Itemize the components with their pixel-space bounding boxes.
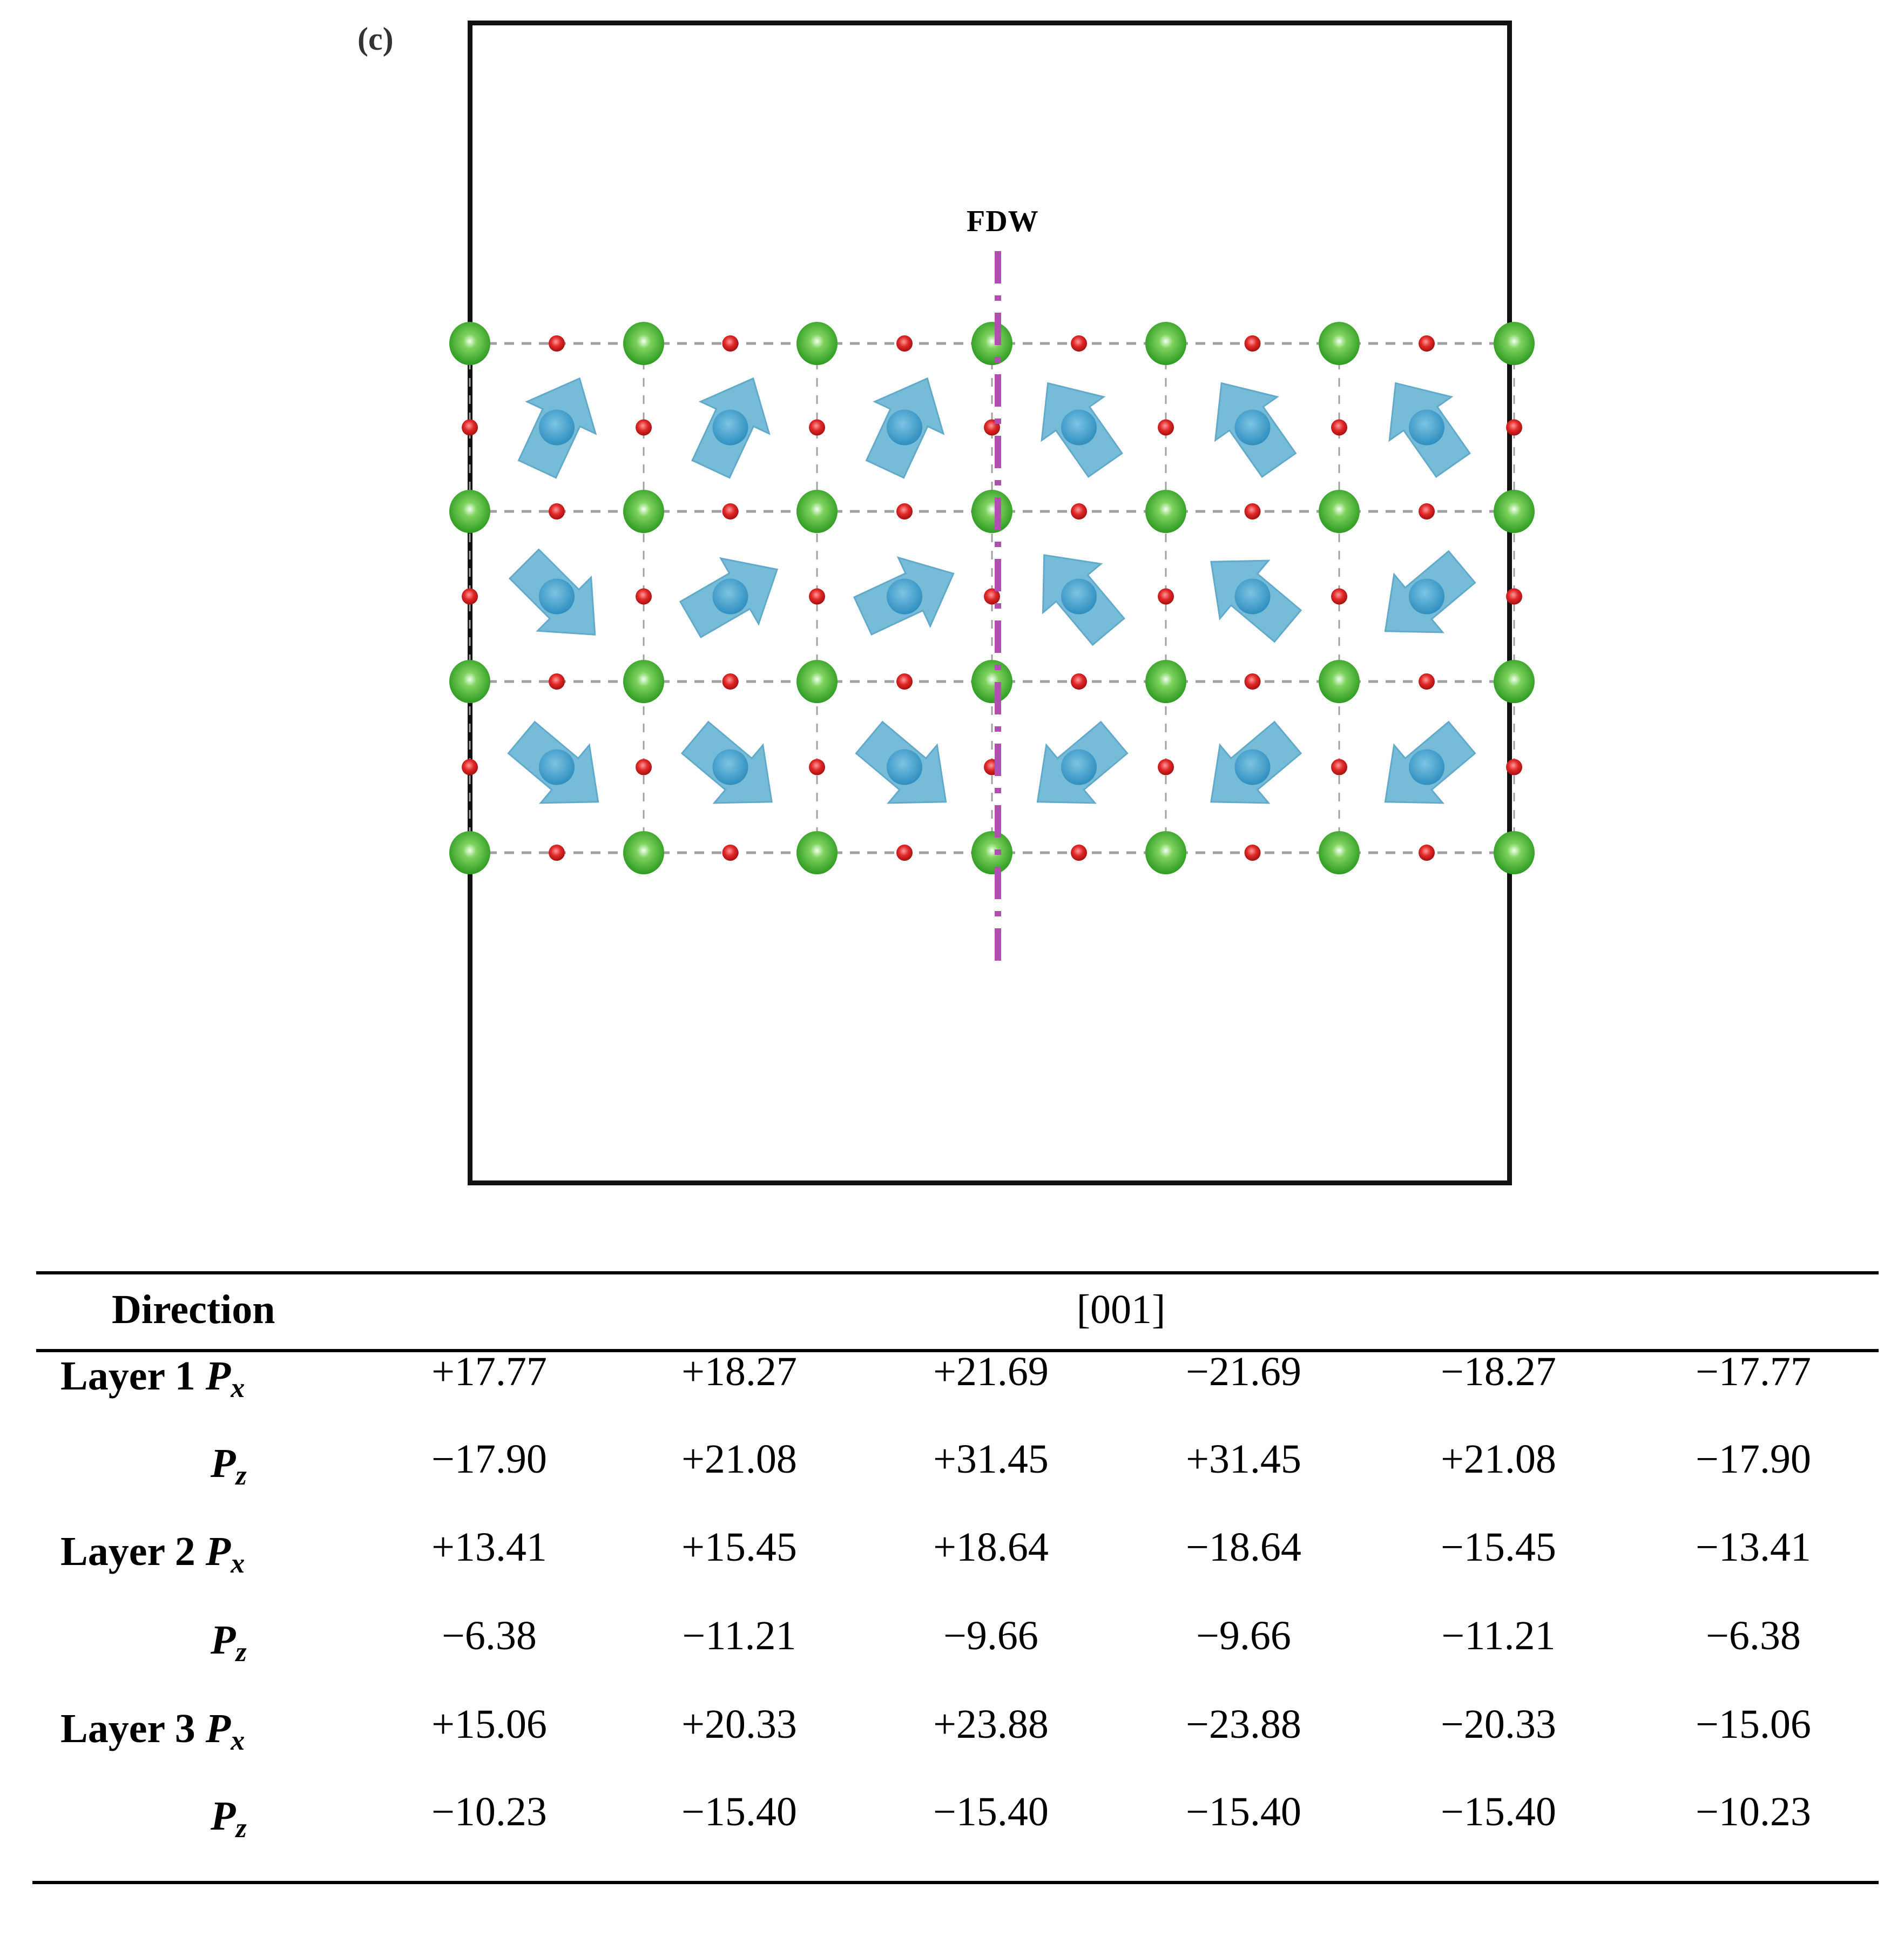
- oxygen-atom: [1158, 759, 1174, 775]
- oxygen-atom: [723, 335, 739, 352]
- oxygen-atom: [1419, 503, 1435, 520]
- b-site-atom: [1235, 579, 1271, 615]
- b-site-atom: [1409, 579, 1444, 615]
- oxygen-atom: [549, 673, 565, 690]
- b-site-atom: [887, 579, 922, 615]
- table-cell: −9.66: [1196, 1613, 1291, 1658]
- b-site-atom: [887, 750, 922, 785]
- b-site-atom: [1235, 750, 1271, 785]
- table-cell: +18.27: [681, 1349, 797, 1394]
- a-site-atom: [1319, 660, 1360, 703]
- table-cell: +21.08: [1441, 1436, 1556, 1482]
- a-site-atom: [971, 322, 1012, 365]
- oxygen-atom: [462, 759, 478, 775]
- table-cell: −15.40: [1441, 1789, 1556, 1834]
- a-site-atom: [1319, 831, 1360, 874]
- table-cell: −21.69: [1186, 1349, 1301, 1394]
- a-site-atom: [623, 660, 664, 703]
- oxygen-atom: [1245, 845, 1261, 861]
- b-site-atom: [1061, 410, 1097, 446]
- table-cell: +15.06: [431, 1702, 547, 1747]
- row-label: $P_z$: [211, 1793, 247, 1844]
- oxygen-atom: [809, 589, 825, 605]
- table-cell: −18.27: [1441, 1349, 1556, 1394]
- b-site-atom: [539, 750, 575, 785]
- oxygen-atom: [896, 673, 913, 690]
- oxygen-atom: [723, 673, 739, 690]
- table-cell: −9.66: [943, 1613, 1038, 1658]
- a-site-atom: [449, 490, 490, 533]
- b-site-atom: [1235, 410, 1271, 446]
- a-site-atom: [1145, 831, 1186, 874]
- oxygen-atom: [809, 420, 825, 436]
- table-cell: −20.33: [1441, 1702, 1556, 1747]
- oxygen-atom: [896, 335, 913, 352]
- oxygen-atom: [549, 335, 565, 352]
- a-site-atom: [796, 490, 838, 533]
- table-top-rule: [36, 1271, 1879, 1274]
- a-site-atom: [971, 831, 1012, 874]
- oxygen-atom: [1071, 673, 1087, 690]
- b-site-atom: [1409, 410, 1444, 446]
- table-cell: −17.90: [1696, 1436, 1811, 1482]
- a-site-atom: [971, 660, 1012, 703]
- table-cell: −15.40: [681, 1789, 797, 1834]
- header-direction-value: [001]: [1076, 1287, 1166, 1332]
- b-site-atom: [1061, 579, 1097, 615]
- a-site-atom: [1145, 322, 1186, 365]
- row-label: $P_z$: [211, 1441, 247, 1491]
- oxygen-atom: [1245, 335, 1261, 352]
- table-cell: −17.90: [431, 1436, 547, 1482]
- oxygen-atom: [1506, 759, 1522, 775]
- oxygen-atom: [549, 845, 565, 861]
- table-cell: +23.88: [933, 1702, 1049, 1747]
- oxygen-atom: [896, 503, 913, 520]
- oxygen-atom: [1071, 845, 1087, 861]
- table-cell: +20.33: [681, 1702, 797, 1747]
- table-cell: +31.45: [1186, 1436, 1301, 1482]
- table-cell: −11.21: [682, 1613, 796, 1658]
- oxygen-atom: [1245, 503, 1261, 520]
- a-site-atom: [449, 831, 490, 874]
- oxygen-atom: [1245, 673, 1261, 690]
- oxygen-atom: [1419, 335, 1435, 352]
- oxygen-atom: [1506, 420, 1522, 436]
- a-site-atom: [449, 660, 490, 703]
- oxygen-atom: [723, 503, 739, 520]
- oxygen-atom: [1331, 420, 1347, 436]
- oxygen-atom: [1071, 335, 1087, 352]
- table-cell: −17.77: [1696, 1349, 1811, 1394]
- oxygen-atom: [1158, 420, 1174, 436]
- oxygen-atom: [636, 420, 652, 436]
- table-cell: −15.06: [1696, 1702, 1811, 1747]
- a-site-atom: [1494, 660, 1535, 703]
- a-site-atom: [623, 831, 664, 874]
- table-cell: +21.69: [933, 1349, 1049, 1394]
- a-site-atom: [1494, 490, 1535, 533]
- table-cell: +17.77: [431, 1349, 547, 1394]
- oxygen-atom: [896, 845, 913, 861]
- table-cell: −15.45: [1441, 1524, 1556, 1570]
- table-cell: −10.23: [431, 1789, 547, 1834]
- oxygen-atom: [462, 420, 478, 436]
- table-cell: +15.45: [681, 1524, 797, 1570]
- table-cell: +21.08: [681, 1436, 797, 1482]
- a-site-atom: [1494, 322, 1535, 365]
- table-cell: −13.41: [1696, 1524, 1811, 1570]
- a-site-atom: [1145, 490, 1186, 533]
- oxygen-atom: [636, 759, 652, 775]
- table-cell: +18.64: [933, 1524, 1049, 1570]
- row-label: Layer 2 $P_x$: [60, 1529, 245, 1579]
- table-cell: +13.41: [431, 1524, 547, 1570]
- a-site-atom: [971, 490, 1012, 533]
- oxygen-atom: [462, 589, 478, 605]
- b-site-atom: [713, 579, 748, 615]
- a-site-atom: [1319, 322, 1360, 365]
- a-site-atom: [1145, 660, 1186, 703]
- oxygen-atom: [1158, 589, 1174, 605]
- oxygen-atom: [1071, 503, 1087, 520]
- table-cell: −15.40: [1186, 1789, 1301, 1834]
- b-site-atom: [1409, 750, 1444, 785]
- oxygen-atom: [723, 845, 739, 861]
- table-cell: −10.23: [1696, 1789, 1811, 1834]
- table-cell: −6.38: [442, 1613, 537, 1658]
- b-site-atom: [887, 410, 922, 446]
- a-site-atom: [623, 490, 664, 533]
- b-site-atom: [539, 410, 575, 446]
- table-cell: −6.38: [1706, 1613, 1801, 1658]
- row-label: Layer 1 $P_x$: [60, 1353, 245, 1404]
- a-site-atom: [449, 322, 490, 365]
- table-cell: +31.45: [933, 1436, 1049, 1482]
- fdw-label: FDW: [967, 205, 1039, 238]
- a-site-atom: [623, 322, 664, 365]
- a-site-atom: [796, 322, 838, 365]
- oxygen-atom: [1331, 589, 1347, 605]
- oxygen-atom: [1506, 589, 1522, 605]
- table-cell: −18.64: [1186, 1524, 1301, 1570]
- oxygen-atom: [1331, 759, 1347, 775]
- b-site-atom: [1061, 750, 1097, 785]
- oxygen-atom: [809, 759, 825, 775]
- table-cell: −23.88: [1186, 1702, 1301, 1747]
- panel-label: (c): [357, 21, 394, 57]
- b-site-atom: [713, 410, 748, 446]
- header-direction: Direction: [112, 1287, 275, 1332]
- oxygen-atom: [549, 503, 565, 520]
- table-cell: −15.40: [933, 1789, 1049, 1834]
- table-bottom-rule: [32, 1881, 1879, 1884]
- a-site-atom: [796, 831, 838, 874]
- b-site-atom: [539, 579, 575, 615]
- oxygen-atom: [1419, 673, 1435, 690]
- a-site-atom: [1494, 831, 1535, 874]
- b-site-atom: [713, 750, 748, 785]
- row-label: Layer 3 $P_x$: [60, 1706, 245, 1756]
- a-site-atom: [1319, 490, 1360, 533]
- oxygen-atom: [1419, 845, 1435, 861]
- a-site-atom: [796, 660, 838, 703]
- row-label: $P_z$: [211, 1617, 247, 1668]
- oxygen-atom: [636, 589, 652, 605]
- table-cell: −11.21: [1441, 1613, 1556, 1658]
